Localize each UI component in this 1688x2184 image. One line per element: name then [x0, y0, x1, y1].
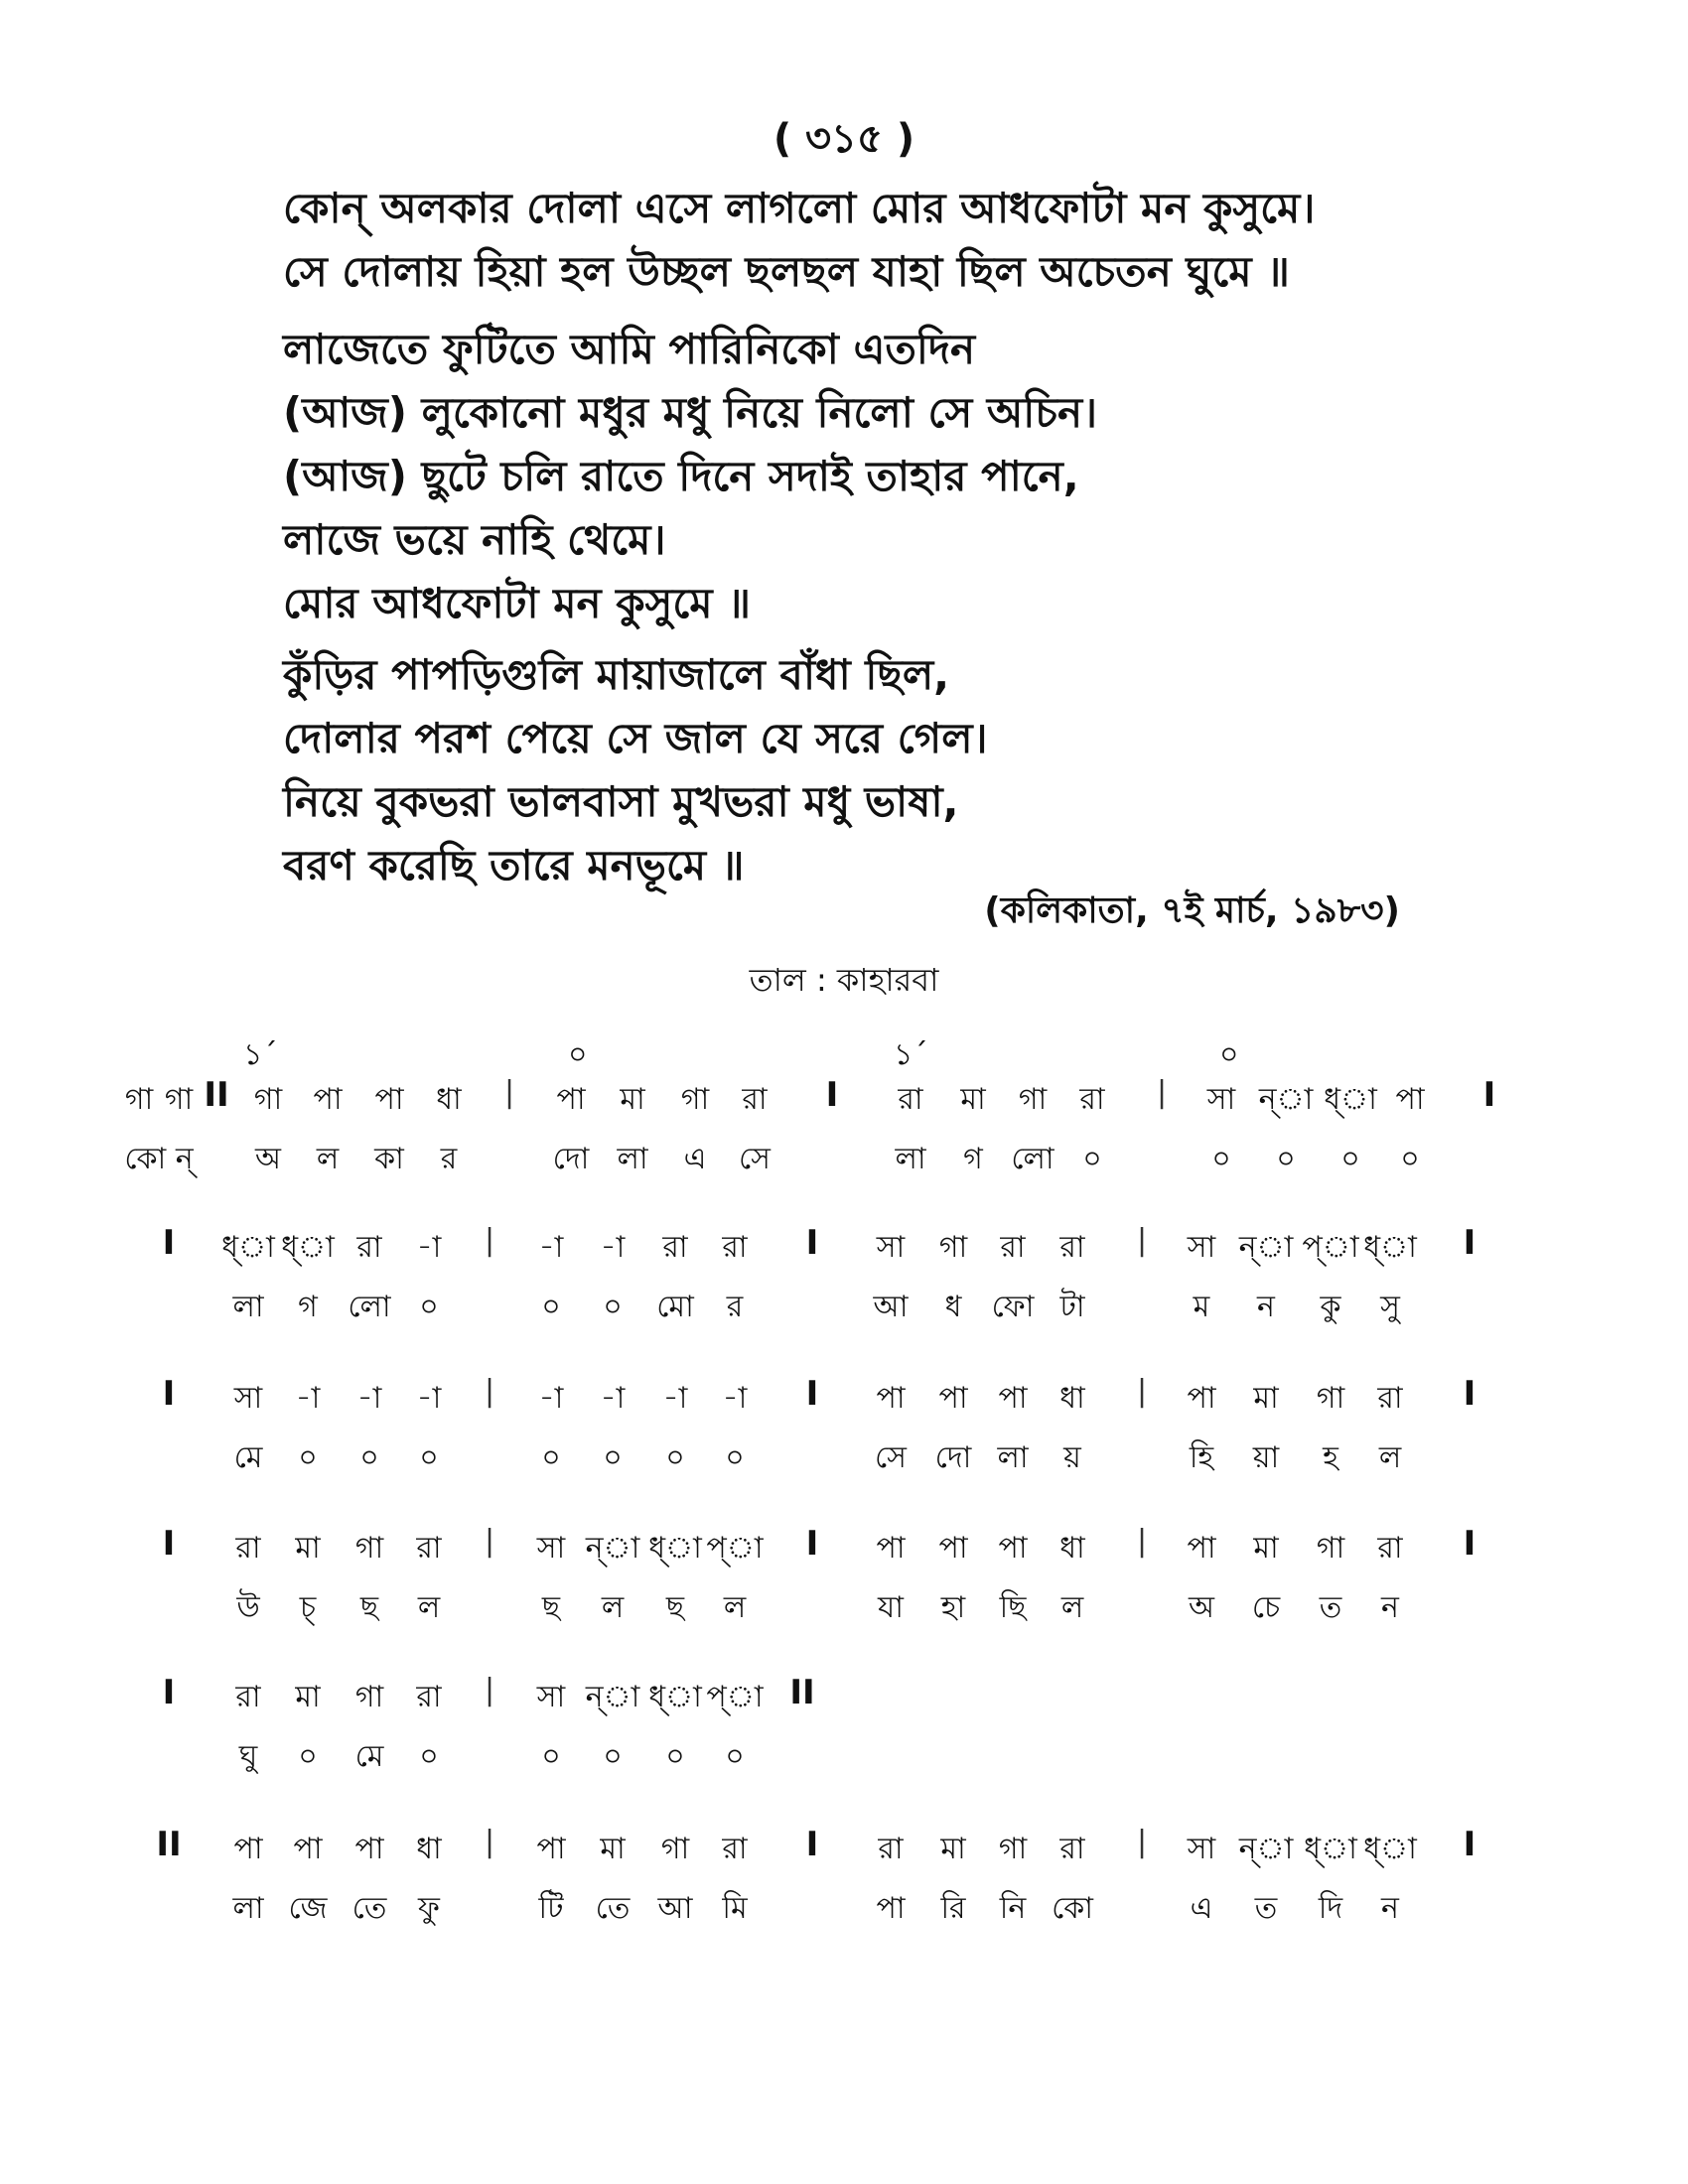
swara-note: -া	[295, 1381, 321, 1416]
swara-note: রা	[742, 1082, 768, 1117]
lyric-syllable: ঘু	[238, 1739, 258, 1774]
swara-note: ন্া	[1238, 1832, 1294, 1866]
swara-note: ধ্া	[1324, 1082, 1377, 1117]
lyric-syllable: ০	[541, 1739, 561, 1774]
lyric-syllable: মো	[656, 1290, 694, 1324]
lyric-syllable: জে	[288, 1891, 328, 1926]
notation-row-group	[149, 1223, 1539, 1336]
swara-note: রা	[898, 1082, 923, 1117]
swara-note: মা	[1253, 1531, 1279, 1566]
lyric-syllable: ল	[601, 1590, 625, 1625]
pickup-note: গা	[164, 1082, 194, 1117]
swara-note: গা	[1316, 1381, 1345, 1416]
lyric-syllable: ল	[723, 1590, 747, 1625]
swara-note: গা	[1316, 1531, 1345, 1566]
half-bar: I	[805, 1374, 819, 1414]
swara-note: রা	[1377, 1531, 1403, 1566]
lyric-syllable: আ	[873, 1290, 909, 1324]
lyric-syllable: লা	[232, 1891, 264, 1926]
lyric-syllable: ফু	[418, 1891, 440, 1926]
lyric-syllable: হ	[1323, 1440, 1338, 1475]
swara-note: সা	[536, 1531, 566, 1566]
lyric-syllable: ছ	[359, 1590, 379, 1625]
swara-note: রা	[1000, 1230, 1026, 1265]
swara-note: প্া	[1302, 1230, 1359, 1265]
lyric-syllable: তে	[352, 1891, 387, 1926]
lyric-line: সে দোলায় হিয়া হল উচ্ছল ছলছল যাহা ছিল অচেতন ঘুমে ॥	[283, 247, 1290, 296]
lyric-syllable: ত	[1319, 1590, 1342, 1625]
beat-marks	[0, 1030, 1688, 1080]
swara-note: সা	[1187, 1230, 1216, 1265]
swara-note: মা	[940, 1832, 966, 1866]
place-date: (কলিকাতা, ৭ই মার্চ, ১৯৮৩)	[984, 890, 1400, 931]
lyric-syllable: ল	[316, 1142, 340, 1176]
beat-separator: |	[484, 1524, 495, 1559]
lyric-syllable: মি	[722, 1891, 748, 1926]
lyric-syllable-row	[149, 1283, 1539, 1336]
swara-note: পা	[938, 1531, 968, 1566]
beat-mark: ০	[1219, 1037, 1239, 1072]
swara-note: ধা	[1059, 1531, 1085, 1566]
swara-note: পা	[1395, 1082, 1425, 1117]
lyric-syllable: ল	[1060, 1590, 1084, 1625]
lyric-syllable: কো	[1052, 1891, 1093, 1926]
lyric-syllable: দি	[1318, 1891, 1343, 1926]
notation-row-group	[149, 1673, 1539, 1786]
lyric-syllable: টি	[538, 1891, 564, 1926]
swara-row	[149, 1673, 1539, 1726]
swara-note: মা	[295, 1680, 321, 1714]
beat-separator: |	[1136, 1524, 1148, 1559]
lyric-syllable: আ	[657, 1891, 693, 1926]
half-bar: I	[805, 1524, 819, 1564]
end-bar: I	[1463, 1374, 1477, 1414]
pickup-note: গা	[124, 1082, 154, 1117]
swara-note: ন্া	[1238, 1230, 1294, 1265]
swara-note: পা	[876, 1381, 906, 1416]
lyric-syllable: ০	[298, 1440, 318, 1475]
swara-note: -া	[538, 1230, 564, 1265]
lyric-syllable: ০	[298, 1739, 318, 1774]
lyric-syllable: ০	[603, 1440, 623, 1475]
swara-note: ধ্া	[1304, 1832, 1357, 1866]
lyric-syllable: ম	[1193, 1290, 1210, 1324]
swara-note: সা	[876, 1230, 906, 1265]
swara-note: প্া	[706, 1531, 764, 1566]
lyric-syllable: অ	[1189, 1590, 1214, 1625]
swara-note: রা	[878, 1832, 904, 1866]
end-bar: I	[1463, 1524, 1477, 1564]
swara-note: রা	[1059, 1230, 1085, 1265]
lyric-syllable: ০	[1340, 1142, 1360, 1176]
swara-note: পা	[998, 1531, 1028, 1566]
beat-separator: |	[484, 1825, 495, 1859]
start-bar: I	[162, 1374, 176, 1414]
lyric-syllable: ছি	[999, 1590, 1027, 1625]
lyric-syllable: র	[726, 1290, 744, 1324]
swara-note: ধ্া	[1363, 1832, 1417, 1866]
swara-note: গা	[253, 1082, 283, 1117]
lyric-syllable: ০	[419, 1290, 439, 1324]
stanza-2	[283, 318, 1097, 635]
tala-label: তাল : কাহারবা	[749, 961, 939, 999]
beat-separator: |	[484, 1223, 495, 1258]
lyric-syllable: ০	[541, 1290, 561, 1324]
lyric-syllable-row	[149, 1583, 1539, 1637]
beat-mark: ১´	[243, 1037, 278, 1072]
lyric-syllable: সু	[1380, 1290, 1400, 1324]
swara-note: গা	[660, 1832, 690, 1866]
beat-separator: |	[1136, 1825, 1148, 1859]
swara-note: ধ্া	[648, 1680, 702, 1714]
swara-note: ন্া	[585, 1680, 640, 1714]
swara-note: প্া	[706, 1680, 764, 1714]
lyric-syllable: চে	[1251, 1590, 1281, 1625]
swara-note: সা	[1187, 1832, 1216, 1866]
swara-note: গা	[354, 1531, 384, 1566]
lyric-syllable: চ্	[299, 1590, 317, 1625]
swara-note: ধ্া	[281, 1230, 335, 1265]
swara-note: মা	[620, 1082, 645, 1117]
lyric-syllable: য়	[1063, 1440, 1081, 1475]
lyric-line: নিয়ে বুকভরা ভালবাসা মুখভরা মধু ভাষা,	[283, 777, 959, 826]
beat-separator: |	[484, 1374, 495, 1409]
lyric-syllable: কা	[374, 1142, 404, 1176]
swara-note: -া	[538, 1381, 564, 1416]
swara-note: রা	[662, 1230, 688, 1265]
swara-note: ধা	[1059, 1381, 1085, 1416]
page-number: ( ৩১৫ )	[773, 116, 915, 162]
lyric-syllable: ০	[725, 1440, 745, 1475]
lyric-line: কোন্ অলকার দোলা এসে লাগলো মোর আধফোটা মন কুসুমে।	[283, 184, 1316, 232]
swara-note: -া	[416, 1381, 442, 1416]
swara-note: -া	[600, 1381, 626, 1416]
swara-note: রা	[1377, 1381, 1403, 1416]
lyric-syllable: রি	[940, 1891, 966, 1926]
pickup-lyric: কো ন্	[124, 1142, 194, 1176]
lyric-syllable: ফো	[991, 1290, 1035, 1324]
swara-note: সা	[233, 1381, 263, 1416]
swara-note: পা	[1187, 1381, 1216, 1416]
lyric-syllable: যা	[878, 1590, 904, 1625]
lyric-syllable: তে	[595, 1891, 631, 1926]
swara-note: রা	[722, 1832, 748, 1866]
swara-row	[149, 1524, 1539, 1577]
lyric-syllable: ত	[1254, 1891, 1278, 1926]
end-bar: I	[1482, 1075, 1496, 1115]
lyric-syllable: ল	[1378, 1440, 1402, 1475]
lyric-syllable: লা	[997, 1440, 1029, 1475]
swara-note: পা	[1187, 1531, 1216, 1566]
lyric-line: বরণ করেছি তারে মনভূমে ॥	[283, 841, 745, 889]
end-bar: I	[1463, 1223, 1477, 1263]
swara-row	[149, 1825, 1539, 1878]
swara-note: রা	[1059, 1832, 1085, 1866]
lyric-syllable-row	[149, 1884, 1539, 1938]
beat-mark: ১´	[894, 1037, 928, 1072]
start-bar: I	[162, 1673, 176, 1712]
end-bar: II	[789, 1673, 815, 1712]
lyric-syllable: র	[440, 1142, 458, 1176]
lyric-syllable: ০	[419, 1440, 439, 1475]
lyric-syllable-row	[124, 1135, 1539, 1188]
lyric-syllable-row	[149, 1732, 1539, 1786]
lyric-syllable: ধ	[944, 1290, 962, 1324]
lyric-syllable: দো	[552, 1142, 590, 1176]
swara-note: রা	[235, 1680, 261, 1714]
swara-note: গা	[354, 1680, 384, 1714]
swara-note: -া	[662, 1381, 688, 1416]
swara-note: রা	[356, 1230, 382, 1265]
lyric-syllable: লা	[895, 1142, 926, 1176]
beat-mark: ০	[568, 1037, 588, 1072]
notation-row-group	[149, 1825, 1539, 1938]
lyric-syllable: নি	[999, 1891, 1027, 1926]
notation-row-group	[149, 1374, 1539, 1487]
lyric-syllable: মে	[354, 1739, 384, 1774]
lyric-syllable-row	[149, 1433, 1539, 1487]
lyric-syllable: মে	[233, 1440, 263, 1475]
swara-note: রা	[722, 1230, 748, 1265]
swara-note: পা	[536, 1832, 566, 1866]
swara-note: গা	[998, 1832, 1028, 1866]
swara-note: গা	[938, 1230, 968, 1265]
lyric-syllable: অ	[255, 1142, 281, 1176]
swara-note: মা	[1253, 1381, 1279, 1416]
lyric-syllable: লো	[348, 1290, 391, 1324]
lyric-line: কুঁড়ির পাপড়িগুলি মায়াজালে বাঁধা ছিল,	[283, 650, 950, 699]
lyric-syllable: সে	[875, 1440, 907, 1475]
end-bar: I	[1463, 1825, 1477, 1864]
swara-note: পা	[354, 1832, 384, 1866]
swara-note: -া	[600, 1230, 626, 1265]
stanza-3	[283, 643, 988, 897]
lyric-syllable: ০	[1082, 1142, 1102, 1176]
lyric-syllable: ছ	[665, 1590, 685, 1625]
swara-note: -া	[356, 1381, 382, 1416]
lyric-syllable: ০	[665, 1440, 685, 1475]
lyric-line: (আজ) ছুটে চলি রাতে দিনে সদাই তাহার পানে,	[283, 452, 1079, 500]
swara-note: ধ্া	[648, 1531, 702, 1566]
lyric-syllable: লা	[232, 1290, 264, 1324]
half-bar: I	[805, 1223, 819, 1263]
swara-note: রা	[1079, 1082, 1105, 1117]
swara-note: পা	[556, 1082, 586, 1117]
lyric-syllable: ০	[419, 1739, 439, 1774]
lyric-syllable: ছ	[541, 1590, 561, 1625]
beat-separator: |	[503, 1075, 515, 1110]
swara-note: ধ্া	[1363, 1230, 1417, 1265]
beat-separator: |	[1136, 1374, 1148, 1409]
lyric-syllable: লো	[1011, 1142, 1055, 1176]
swara-note: পা	[876, 1531, 906, 1566]
lyric-syllable: য়া	[1252, 1440, 1280, 1475]
start-bar: II	[156, 1825, 182, 1864]
swara-row	[149, 1223, 1539, 1277]
swara-note: সা	[536, 1680, 566, 1714]
lyric-syllable: ০	[541, 1440, 561, 1475]
swara-row	[124, 1075, 1539, 1129]
lyric-syllable: সে	[739, 1142, 771, 1176]
lyric-syllable: হি	[1189, 1440, 1214, 1475]
swara-note: পা	[938, 1381, 968, 1416]
lyric-line: মোর আধফোটা মন কুসুমে ॥	[283, 579, 751, 627]
swara-note: গা	[680, 1082, 710, 1117]
lyric-syllable: উ	[236, 1590, 260, 1625]
lyric-syllable: ০	[665, 1739, 685, 1774]
swara-note: ন্া	[1258, 1082, 1314, 1117]
lyric-syllable: এ	[683, 1142, 707, 1176]
swara-note: রা	[416, 1531, 442, 1566]
start-bar: I	[162, 1524, 176, 1564]
notation-row-group	[124, 1075, 1539, 1188]
lyric-syllable: ০	[725, 1739, 745, 1774]
lyric-line: লাজে ভয়ে নাহি থেমে।	[283, 515, 666, 564]
swara-note: ন্া	[585, 1531, 640, 1566]
lyric-syllable: ০	[1276, 1142, 1296, 1176]
swara-note: মা	[960, 1082, 986, 1117]
lyric-line: দোলার পরশ পেয়ে সে জাল যে সরে গেল।	[283, 714, 988, 762]
lyric-line: (আজ) লুকোনো মধুর মধু নিয়ে নিলো সে অচিন।	[283, 388, 1098, 437]
swara-note: -া	[722, 1381, 748, 1416]
lyric-syllable: ০	[359, 1440, 379, 1475]
lyric-syllable: এ	[1190, 1891, 1213, 1926]
swara-note: ধা	[436, 1082, 462, 1117]
lyric-syllable: ন	[1381, 1891, 1399, 1926]
lyric-syllable: ল	[417, 1590, 441, 1625]
lyric-syllable: টা	[1059, 1290, 1085, 1324]
half-bar: I	[805, 1825, 819, 1864]
lyric-syllable: গ	[963, 1142, 983, 1176]
lyric-syllable: ০	[1211, 1142, 1231, 1176]
lyric-syllable: গ	[298, 1290, 318, 1324]
lyric-syllable: পা	[876, 1891, 906, 1926]
swara-note: রা	[416, 1680, 442, 1714]
double-bar: II	[204, 1075, 229, 1115]
swara-note: পা	[313, 1082, 343, 1117]
lyric-syllable: দো	[934, 1440, 972, 1475]
lyric-syllable: ০	[603, 1290, 623, 1324]
swara-note: -া	[416, 1230, 442, 1265]
lyric-line: লাজেতে ফুটিতে আমি পারিনিকো এতদিন	[283, 325, 976, 373]
lyric-syllable: লা	[617, 1142, 648, 1176]
swara-note: গা	[1018, 1082, 1048, 1117]
swara-note: পা	[998, 1381, 1028, 1416]
half-bar: I	[825, 1075, 839, 1115]
lyric-syllable: হা	[940, 1590, 966, 1625]
swara-note: মা	[600, 1832, 626, 1866]
start-bar: I	[162, 1223, 176, 1263]
swara-note: ধা	[416, 1832, 442, 1866]
lyric-syllable: ন	[1381, 1590, 1399, 1625]
stanza-1	[283, 177, 1315, 304]
beat-separator: |	[1156, 1075, 1168, 1110]
swara-note: পা	[233, 1832, 263, 1866]
notation-row-group	[149, 1524, 1539, 1637]
swara-note: পা	[374, 1082, 404, 1117]
beat-separator: |	[1136, 1223, 1148, 1258]
lyric-syllable: ন	[1257, 1290, 1275, 1324]
lyric-syllable: ০	[1400, 1142, 1420, 1176]
lyric-syllable: ০	[603, 1739, 623, 1774]
swara-note: রা	[235, 1531, 261, 1566]
swara-row	[149, 1374, 1539, 1428]
swara-note: ধ্া	[221, 1230, 275, 1265]
swara-note: মা	[295, 1531, 321, 1566]
swara-note: পা	[293, 1832, 323, 1866]
beat-separator: |	[484, 1673, 495, 1707]
lyric-syllable: কু	[1320, 1290, 1341, 1324]
swara-note: সা	[1206, 1082, 1236, 1117]
